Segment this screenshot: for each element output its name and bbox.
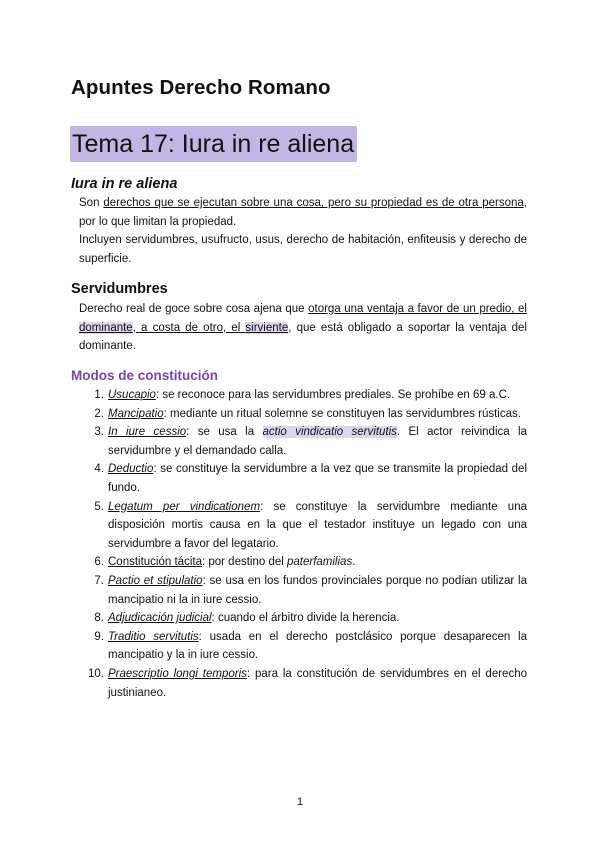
actio-highlight: actio vindicatio servitutis (262, 426, 397, 439)
modos-list (80, 386, 527, 702)
dominante-highlight: dominante (79, 321, 133, 334)
iura-definition-underlined: derechos que se ejecutan sobre una cosa, pero su propiedad es de otra persona (103, 197, 524, 209)
list-item: 3. In iure cessio: se usa la actio vindicatio servitutis. El actor reivindica la servidumbre y el demandado calla. (94, 426, 527, 457)
tema-heading: Tema 17: Iura in re aliena (70, 126, 357, 162)
list-item-term: Mancipatio (108, 407, 164, 420)
iura-heading: Iura in re aliena (71, 176, 178, 192)
modos-heading: Modos de constitución (71, 368, 218, 383)
list-item: 8. Adjudicación judicial: cuando el árbitro divide la herencia. (94, 612, 400, 625)
list-item: 6. Constitución tácita: por destino del paterfamilias. (94, 556, 356, 569)
list-item: 9. Traditio servitutis: usada en el derecho postclásico porque desaparecen la mancipatio y la in iure cessio. (94, 630, 527, 662)
servidumbres-paragraph: Derecho real de goce sobre cosa ajena que otorga una ventaja a favor de un predio, el dominante, a costa de otro, el sirviente, que está obligado a soportar la ventaja del dominante. (79, 303, 527, 353)
iura-paragraph-2: Incluyen servidumbres, usufructo, usus, derecho de habitación, enfiteusis y derecho de superficie. (79, 234, 527, 265)
list-item: 1. Usucapio: se reconoce para las servidumbres prediales. Se prohíbe en 69 a.C. (94, 389, 511, 401)
servidumbres-heading: Servidumbres (71, 281, 168, 297)
list-item-term: Praescriptio longi temporis (108, 667, 247, 680)
list-item-term: Constitución tácita (108, 556, 202, 569)
list-item: 2. Mancipatio: mediante un ritual solemne se constituyen las servidumbres rústicas. (94, 407, 521, 420)
list-item-term: Deductio (108, 463, 154, 476)
list-item: 4. Deductio: se constituye la servidumbre a la vez que se transmite la propiedad del fundo. (94, 463, 527, 494)
list-item-term: Usucapio (108, 389, 156, 401)
page-number: 1 (296, 796, 304, 808)
list-item-term: Legatum per vindicationem (108, 500, 261, 513)
list-item: 5. Legatum per vindicationem: se constituye la servidumbre mediante una disposición mortis causa en la que el testador instituye un legado con una servidumbre a favor del legatario. (94, 500, 527, 550)
iura-paragraph-1: Son derechos que se ejecutan sobre una cosa, pero su propiedad es de otra persona, por lo que limitan la propiedad. (79, 197, 527, 228)
list-item: 7. Pactio et stipulatio: se usa en los fundos provinciales porque no podían utilizar la mancipatio ni la in iure cessio. (94, 574, 527, 606)
document-title: Apuntes Derecho Romano (71, 76, 331, 99)
list-item-term: Traditio servitutis (108, 630, 199, 643)
list-item-term: Adjudicación judicial (108, 612, 212, 625)
sirviente-highlight: sirviente (245, 321, 289, 334)
list-item: 10. Praescriptio longi temporis: para la constitución de servidumbres en el derecho justinianeo. (88, 667, 527, 699)
list-item-term: In iure cessio (108, 426, 187, 439)
list-item-term: Pactio et stipulatio (108, 574, 203, 587)
